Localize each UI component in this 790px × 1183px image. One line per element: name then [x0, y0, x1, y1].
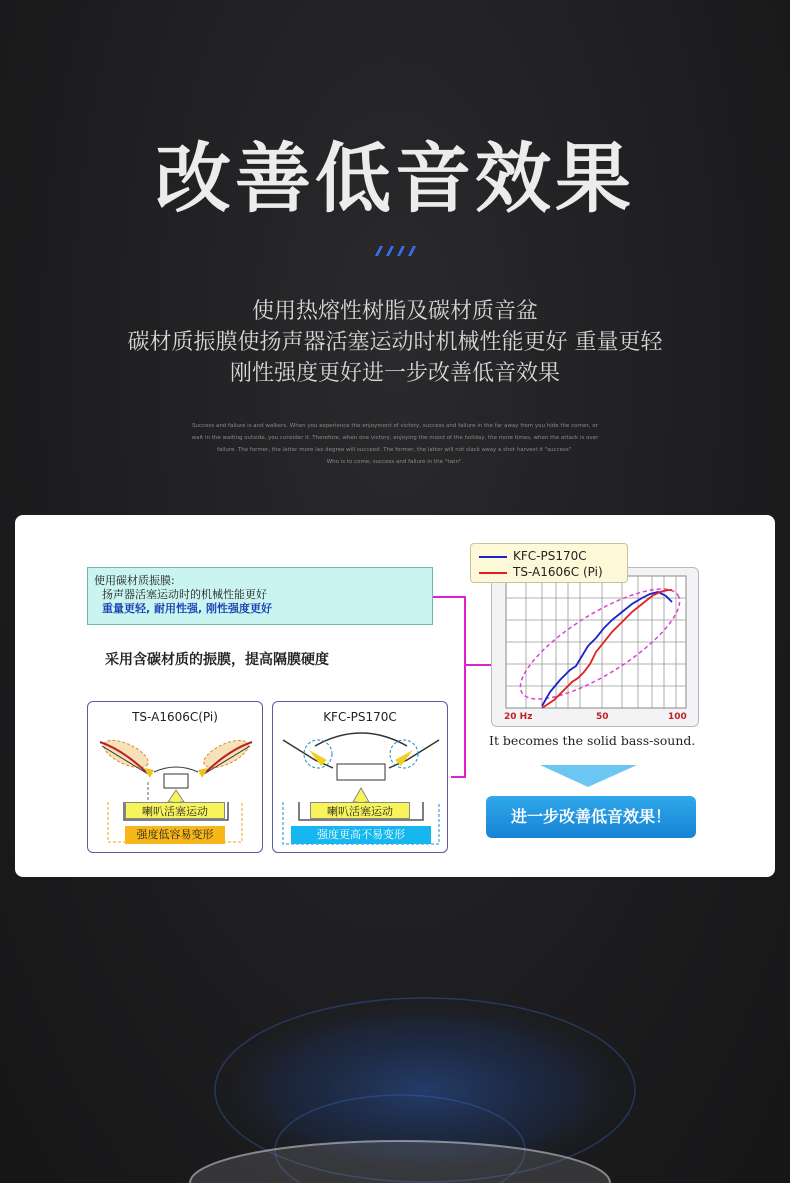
carbon-info-box — [87, 567, 433, 625]
filler-line: failure. The former, the latter more lax degree will succeed. The former, the latter will not slack away a shot harvest it "success". — [217, 447, 573, 453]
chart-caption: It becomes the solid bass-sound. — [489, 733, 696, 748]
panel-ts-a1606c — [87, 701, 263, 853]
chart-plot — [492, 568, 698, 726]
rigid-result-label: 强度更高不易变形 — [291, 826, 431, 844]
x-tick-label: 50 — [596, 712, 609, 722]
diaphragm-caption: 采用含碳材质的振膜，提高隔膜硬度 — [105, 652, 329, 668]
filler-line: Who is to come, success and failure in the "twin". — [326, 459, 464, 465]
info-line-highlight: 重量更轻, 耐用性强, 刚性强度更好 — [102, 602, 273, 615]
filler-line: Success and failure is and walkers. When you experience the enjoyment of victory, success and failure in the far away from you hide the corner, or — [192, 423, 598, 429]
x-tick-label: 20 Hz — [504, 712, 533, 722]
legend-item — [479, 549, 587, 563]
deform-result-label: 强度低容易变形 — [125, 826, 225, 844]
panel-title: TS-A1606C(Pi) — [132, 710, 218, 724]
piston-motion-label: 喇叭活塞运动 — [125, 802, 225, 819]
legend-label: KFC-PS170C — [513, 549, 587, 563]
panel-kfc-ps170c — [272, 701, 448, 853]
subtitle-line: 使用热熔性树脂及碳材质音盆 — [251, 299, 538, 324]
info-line: 使用碳材质振膜: — [94, 574, 175, 587]
piston-motion-label: 喇叭活塞运动 — [310, 802, 410, 819]
bass-improvement-banner: 进一步改善低音效果！ — [486, 796, 696, 838]
filler-paragraph — [160, 420, 630, 468]
comparison-diagram-card — [15, 515, 775, 877]
page-title: 改善低音效果 — [155, 134, 635, 223]
filler-line: wait in the waiting outside, you consider it. Therefore, when one victory, enjoying the mood of the holiday, the more times, when the attack is over — [191, 435, 599, 441]
dash-accent — [371, 244, 419, 258]
feature-description — [0, 296, 790, 389]
legend-swatch-red — [479, 572, 507, 574]
x-tick-label: 100 — [668, 712, 687, 722]
legend-item — [479, 565, 603, 579]
chart-legend — [470, 543, 628, 583]
speaker-glow-decoration — [0, 970, 790, 1183]
frequency-response-chart — [491, 567, 699, 727]
info-line: 扬声器活塞运动时的机械性能更好 — [102, 588, 267, 601]
subtitle-line: 刚性强度更好进一步改善低音效果 — [229, 361, 560, 386]
legend-swatch-blue — [479, 556, 507, 558]
legend-label: TS-A1606C (Pi) — [513, 565, 603, 579]
panel-title: KFC-PS170C — [323, 710, 397, 724]
subtitle-line: 碳材质振膜使扬声器活塞运动时机械性能更好 重量更轻 — [127, 330, 663, 355]
